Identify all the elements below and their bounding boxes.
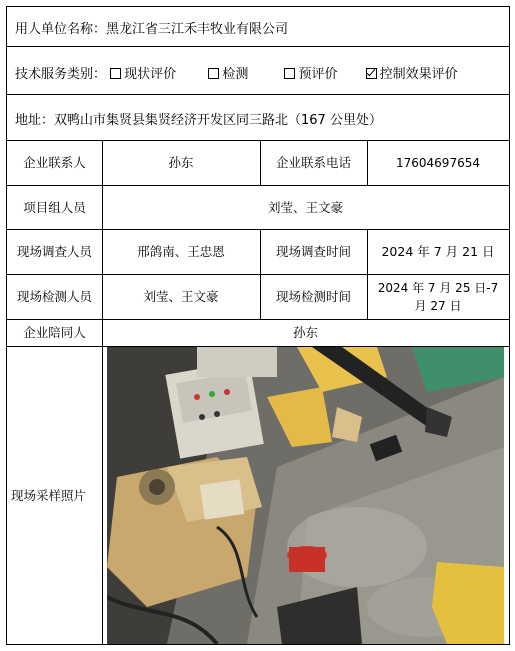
- unit-line: [15, 18, 288, 37]
- option-testing[interactable]: [208, 67, 248, 82]
- address-label: 地址：: [15, 113, 55, 128]
- checkbox-status-evaluation[interactable]: [110, 68, 121, 79]
- option-control-effect-evaluation[interactable]: [366, 67, 458, 82]
- team-row: [7, 186, 509, 230]
- testing-time-label: 现场检测时间: [275, 289, 351, 304]
- service-row: [7, 47, 509, 95]
- address-row: [7, 95, 509, 141]
- contact-phone-label: 企业联系电话: [275, 155, 351, 170]
- option-label: 现状评价: [124, 67, 177, 82]
- survey-label: 现场调查人员: [16, 244, 92, 259]
- address-value: 双鸭山市集贤县集贤经济开发区同三路北（167 公里处）: [54, 113, 382, 128]
- checkbox-pre-evaluation[interactable]: [284, 68, 295, 79]
- testing-time-value: 2024 年 7 月 25 日-7 月 27 日: [377, 281, 499, 313]
- team-label: 项目组人员: [23, 199, 86, 215]
- option-status-evaluation[interactable]: [110, 67, 176, 82]
- record-form: [6, 6, 510, 645]
- testing-label: 现场检测人员: [16, 289, 92, 304]
- option-label: 控制效果评价: [379, 67, 458, 82]
- survey-time-label: 现场调查时间: [275, 244, 351, 259]
- survey-row: [7, 230, 509, 275]
- contact-label: 企业联系人: [23, 155, 86, 170]
- contact-value: 孙东: [168, 155, 194, 170]
- testing-value: 刘莹、王文豪: [143, 289, 219, 304]
- unit-row: [7, 7, 509, 47]
- photo-label: 现场采样照片: [11, 487, 87, 503]
- option-label: 预评价: [298, 67, 338, 82]
- survey-time-value: 2024 年 7 月 21 日: [381, 244, 495, 259]
- contact-row: [7, 141, 509, 186]
- option-pre-evaluation[interactable]: [284, 67, 337, 82]
- escort-label: 企业陪同人: [23, 325, 86, 340]
- address-line: [15, 109, 382, 128]
- survey-value: 邢鸽南、王忠恩: [137, 244, 225, 259]
- escort-row: [7, 320, 509, 347]
- checkbox-testing[interactable]: [208, 68, 219, 79]
- service-label: 技术服务类别：: [15, 67, 107, 82]
- testing-row: [7, 275, 509, 320]
- team-value: 刘莹、王文豪: [267, 199, 343, 215]
- option-label: 检测: [222, 67, 249, 82]
- unit-name: 黑龙江省三江禾丰牧业有限公司: [106, 22, 289, 37]
- escort-value: 孙东: [292, 325, 318, 340]
- site-photo-drawing: [107, 347, 504, 644]
- unit-label: 用人单位名称：: [15, 22, 107, 37]
- checkbox-control-effect-evaluation[interactable]: [366, 68, 377, 79]
- site-photo: [107, 347, 504, 644]
- contact-phone-value: 17604697654: [396, 156, 480, 170]
- service-line: [15, 63, 480, 82]
